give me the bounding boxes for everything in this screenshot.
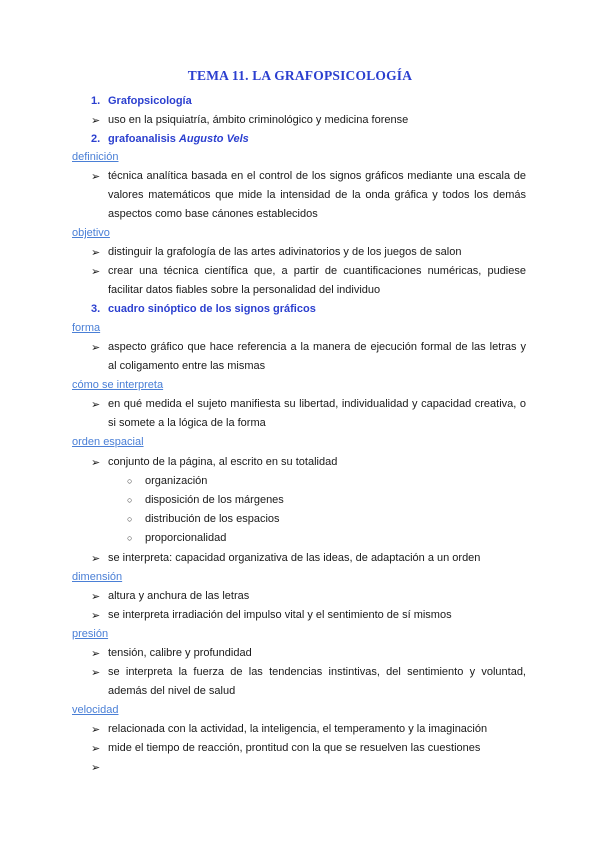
label-definicion: definición [72,151,119,163]
definicion-line-1: técnica analítica basada en el control de los signos gráficos mediante una escala de [108,170,526,182]
orden-subitem-1: organización [145,475,208,487]
arrow-bullet-icon: ➢ [91,247,101,259]
section-2-heading [108,133,249,145]
arrow-bullet-icon: ➢ [91,762,101,774]
definicion-line-2: valores matemáticos que mide la intensidad de la onda gráfica y todos los demás [108,189,526,201]
arrow-bullet-icon: ➢ [91,648,101,660]
orden-subitem-3: distribución de los espacios [145,513,280,525]
forma-line-1: aspecto gráfico que hace referencia a la manera de ejecución formal de las letras y [108,341,526,353]
orden-subitem-4: proporcionalidad [145,532,227,544]
arrow-bullet-icon: ➢ [91,457,101,469]
section-1-heading: Grafopsicología [108,95,192,107]
section-3-number: 3. [91,303,101,315]
section-2-number: 2. [91,133,101,145]
label-objetivo: objetivo [72,227,110,239]
page-title: TEMA 11. LA GRAFOPSICOLOGÍA [187,68,413,83]
presion-item-1: tensión, calibre y profundidad [108,647,252,659]
objetivo-item-2-line-1: crear una técnica científica que, a partir de cuantificaciones numéricas, pudiese [108,265,526,277]
arrow-bullet-icon: ➢ [91,171,101,183]
circle-bullet-icon: ○ [127,476,133,486]
label-forma: forma [72,322,101,334]
arrow-bullet-icon: ➢ [91,743,101,755]
presion-item-2-line-1: se interpreta la fuerza de las tendencias instintivas, del sentimiento y voluntad, [108,666,526,678]
circle-bullet-icon: ○ [127,514,133,524]
arrow-bullet-icon: ➢ [91,610,101,622]
orden-item-1: conjunto de la página, al escrito en su totalidad [108,456,338,468]
arrow-bullet-icon: ➢ [91,591,101,603]
arrow-bullet-icon: ➢ [91,342,101,354]
objetivo-item-2-line-2: facilitar datos fiables sobre la personalidad del individuo [108,284,381,296]
label-como-se-interpreta: cómo se interpreta [72,379,164,391]
dimension-item-2: se interpreta irradiación del impulso vital y el sentimiento de sí mismos [108,609,452,621]
interpreta-line-1: en qué medida el sujeto manifiesta su libertad, individualidad y capacidad creativa, o [108,398,526,410]
section-3-heading: cuadro sinóptico de los signos gráficos [108,303,316,315]
dimension-item-1: altura y anchura de las letras [108,590,250,602]
arrow-bullet-icon: ➢ [91,399,101,411]
arrow-bullet-icon: ➢ [91,553,101,565]
objetivo-item-1: distinguir la grafología de las artes adivinatorios y de los juegos de salon [108,246,462,258]
orden-subitem-2: disposición de los márgenes [145,494,284,506]
section-1-number: 1. [91,95,101,107]
definicion-line-3: aspectos como base cánones establecidos [108,208,318,220]
orden-item-2: se interpreta: capacidad organizativa de las ideas, de adaptación a un orden [108,552,481,564]
s1-item-1: uso en la psiquiatría, ámbito criminológico y medicina forense [108,114,409,126]
forma-line-2: al coligamento entre las mismas [108,360,266,372]
label-presion: presión [72,628,109,640]
presion-item-2-line-2: además del nivel de salud [108,685,236,697]
circle-bullet-icon: ○ [127,495,133,505]
label-velocidad: velocidad [72,704,119,716]
circle-bullet-icon: ○ [127,533,133,543]
label-orden-espacial: orden espacial [72,436,144,448]
velocidad-item-2: mide el tiempo de reacción, prontitud con la que se resuelven las cuestiones [108,742,481,754]
arrow-bullet-icon: ➢ [91,724,101,736]
arrow-bullet-icon: ➢ [91,266,101,278]
section-2-author: Augusto Vels [178,133,249,145]
label-dimension: dimensión [72,571,123,583]
arrow-bullet-icon: ➢ [91,667,101,679]
section-2-heading-text: grafoanalisis [108,133,179,145]
arrow-bullet-icon: ➢ [91,115,101,127]
velocidad-item-1: relacionada con la actividad, la inteligencia, el temperamento y la imaginación [108,723,488,735]
interpreta-line-2: si somete a la lógica de la forma [108,417,266,429]
